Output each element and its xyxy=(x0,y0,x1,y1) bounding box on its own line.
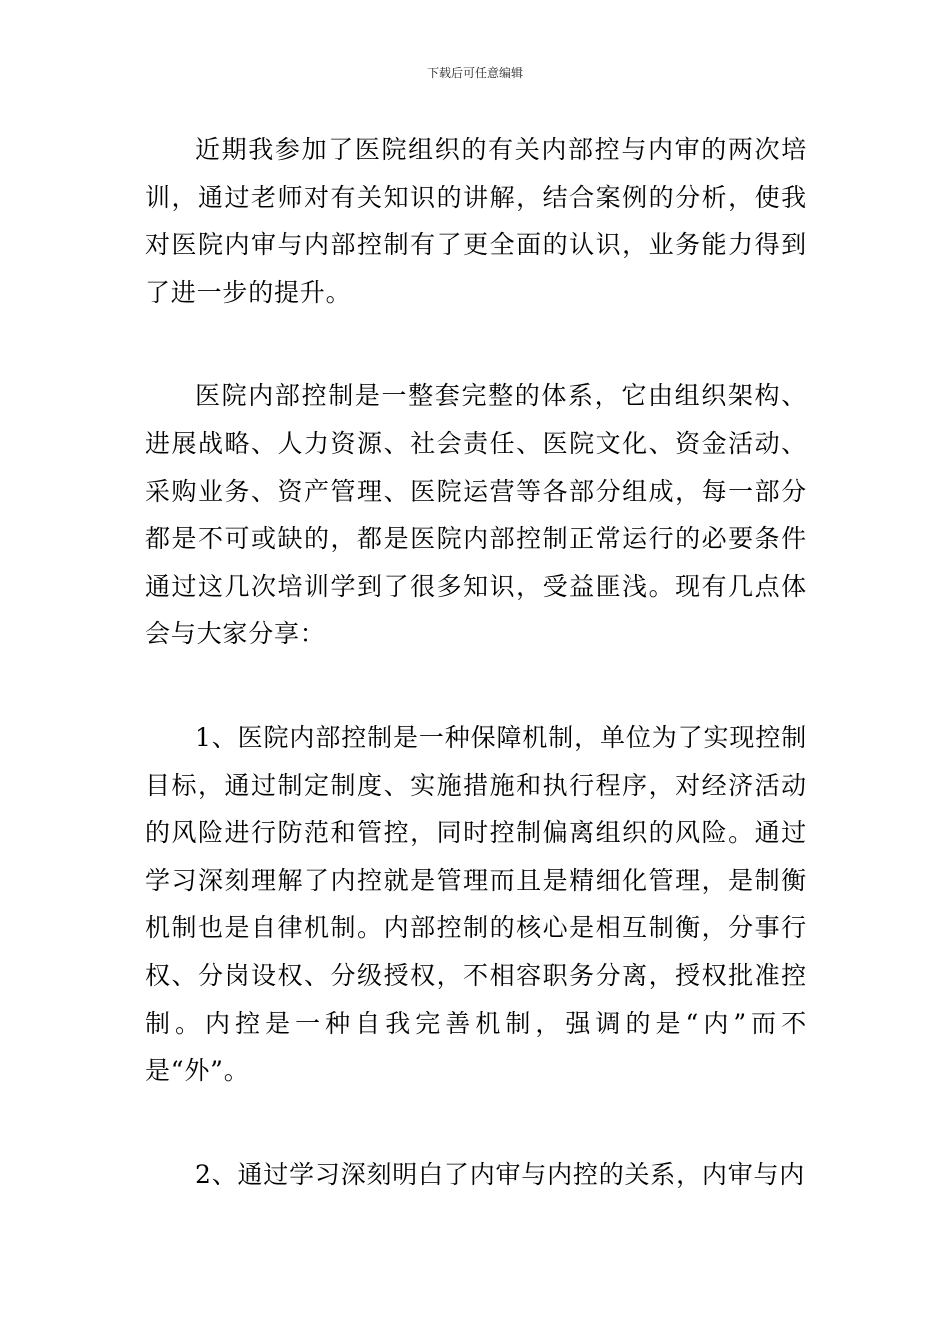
paragraph-system: 医院内部控制是一整套完整的体系，它由组织架构、进展战略、人力资源、社会责任、医院文化、资金活动、采购业务、资产管理、医院运营等各部分组成，每一部分都是不可或缺的，都是医院内部控制正常运行的必要条件通过这几次培训学到了很多知识，受益匪浅。现有几点体会与大家分享： xyxy=(145,381,807,649)
paragraph-point-1: 1、医院内部控制是一种保障机制，单位为了实现控制目标，通过制定制度、实施措施和执行程序，对经济活动的风险进行防范和管控，同时控制偏离组织的风险。通过学习深刻理解了内控就是管理而且是精细化管理，是制衡机制也是自律机制。内部控制的核心是相互制衡，分事行权、分岗设权、分级授权，不相容职务分离，授权批准控制。内控是一种自我完善机制，强调的是“内”而不是“外”。 xyxy=(145,722,807,1086)
paragraph-intro: 近期我参加了医院组织的有关内部控与内审的两次培训，通过老师对有关知识的讲解，结合案例的分析，使我对医院内审与内部控制有了更全面的认识，业务能力得到了进一步的提升。 xyxy=(145,135,807,307)
page-header-note: 下载后可任意编辑 xyxy=(426,66,523,80)
document-body xyxy=(145,126,807,1254)
paragraph-point-2: 2、通过学习深刻明白了内审与内控的关系，内审与内 xyxy=(195,1159,806,1189)
